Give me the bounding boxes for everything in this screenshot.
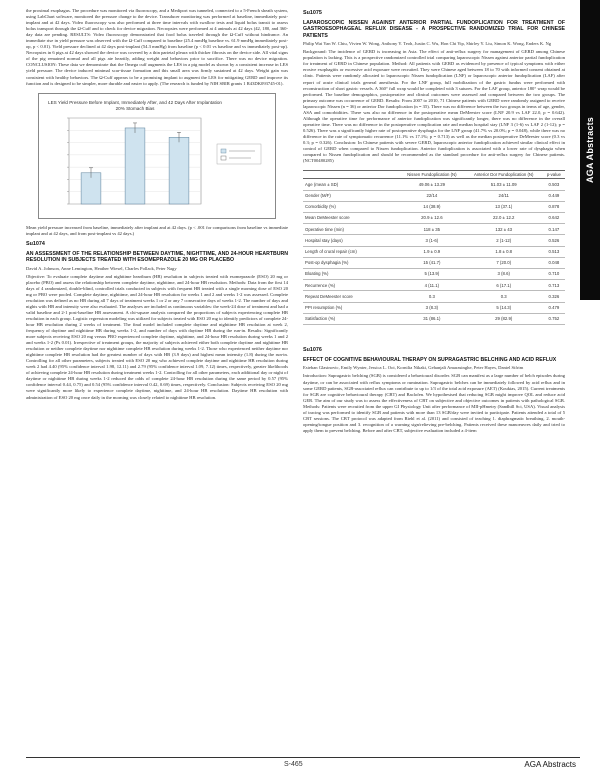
bar-chart [39, 94, 277, 220]
legend-swatch [221, 156, 226, 160]
abstract-id: Su1075 [303, 10, 322, 16]
table-row [303, 246, 565, 257]
table-cell: 0.048 [543, 257, 565, 268]
table-row [303, 201, 565, 212]
table-cell: 0.752 [543, 313, 565, 324]
table-cell: 29 (82.9) [465, 313, 543, 324]
table-row-label: Post-op dysphagia (%) [303, 257, 399, 268]
table-cell: 3 (1-6) [399, 235, 465, 246]
table-body [303, 179, 565, 325]
table-cell: 0.513 [543, 246, 565, 257]
table-row-label: Mean DeMeester score [303, 212, 399, 223]
table-header-cell: p-value [543, 171, 565, 179]
table-row [303, 179, 565, 190]
abstract-authors: Esteban Glasinovic, Emily Wynter, Jessica L. Ooi, Kornilia Nikaki, Gehanjali Amarasinghe, Peter Hayes, Daniel Sifrim [303, 365, 524, 371]
table-row-label: PPI resumption (%) [303, 302, 399, 313]
table-row-label: Hospital stay (days) [303, 235, 399, 246]
journal-name: AGA Abstracts [524, 760, 576, 769]
bar [169, 137, 189, 204]
table-cell: 4 (11.1) [399, 280, 465, 291]
table-row [303, 313, 565, 324]
table-cell: 1.9 ± 0.9 [399, 246, 465, 257]
table-cell: 132 ± 43 [465, 224, 543, 235]
abstract-authors: David A. Johnson, Anne Lemington, Heather Wiesel, Charles Pollack, Peter Nagy [26, 265, 177, 271]
table-cell: 24/11 [465, 190, 543, 201]
table-row [303, 190, 565, 201]
table-cell: 22/14 [399, 190, 465, 201]
table-row-label: Gender (M/F) [303, 190, 399, 201]
section-banner-label: AGA Abstracts [585, 117, 595, 183]
abstract-title: AN ASSESSMENT OF THE RELATIONSHIP BETWEEN DAYTIME, NIGHTTIME, AND 24-HOUR HEARTBURN RESOLUTION IN SUBJECTS TREATED WITH ESOMEPRAZOLE 20 MG OR PLACEBO [26, 250, 288, 264]
table-cell: 20.9 ± 12.6 [399, 212, 465, 223]
table-cell: 0.326 [543, 291, 565, 302]
chart-title: LES Yield Pressure Before Implant, Immediately After, and 42 Days After Implantation [48, 99, 222, 105]
table-cell: 13 (37.1) [465, 201, 543, 212]
abstract-title: LAPAROSCOPIC NISSEN AGAINST ANTERIOR PARTIAL FUNDOPLICATION FOR TREATMENT OF GASTROESOPHAGEAL REFLUX DISEASE - A PROSPECTIVE RANDOMIZED TRIAL FOR CHINESE PATIENTS [303, 20, 565, 39]
legend-swatch [221, 149, 226, 153]
table-cell: 0.503 [543, 179, 565, 190]
abstract-id: Su1076 [303, 347, 322, 353]
table-cell: 0.3 [465, 291, 543, 302]
table-cell: 1.8 ± 0.8 [465, 246, 543, 257]
table-header-row [303, 171, 565, 179]
table-row [303, 268, 565, 279]
table-cell: 49.06 ± 13.29 [399, 179, 465, 190]
page-footer [26, 757, 580, 771]
table-cell: 3 (8.3) [399, 302, 465, 313]
table-cell: 14 (38.9) [399, 201, 465, 212]
left-column [26, 8, 288, 402]
chart-subtitle: 20% Stomach Bias [115, 105, 155, 111]
table-row [303, 235, 565, 246]
table-row-label: Operative time (min) [303, 224, 399, 235]
abstract-continuation: the proximal esophagus. The procedure was monitored via fluoroscopy, and a Mediport was tunneled, connected to a 5-French sheath system, using LabChart software, monitored the pressure change to the device. Transducer monitoring was performed at baseline, immediately post-implant and at 42 days. Video fluoroscopy was also performed at three time intervals with swallow tests and liquid bolus transit to assess bolus transport through the Ω-Cuff and to check for device migration. Necropsies were performed at 4 animals at 42 days (42, 180, and 360-day data are pending. RESULTS: Video fluoroscopy demonstrated that food bolus traveled through the Ω-Cuff without hindrance. An immediate rise in yield pressure was observed with the Ω-Cuff compared to baseline (25.4 mmHg baseline vs. 61.9 mmHg immediately post-op, p < 0.01). Yield pressure declined at 42 days post-implant (54.3 mmHg) from baseline (p < 0.01 vs baseline and vs immediately post-op). Necropsies in 6 pigs at 42 days showed the device was covered by a thin parietal pleura with thicker fibrosis on the device side. All vital signs of the pig remained normal and all pigs ate heartily, adding weight and behaviors prior to sacrifice. There was no device migration. CONCLUSION: These data we demonstrate that the Omega cuff augments the LES in a pig model as shown by a consistent increase in LES yield pressure. The device induced minimal scar-tissue formation and this small area was firmly sustained at 42 days. Weight gain was consistent with healthy behaviors. The Ω-Cuff appears to be a promising implant to augment the LES for mitigating GERD and improve its function and is designed to be simpler, more durable and easier to apply. (The research is funded by NIH SBIR grants 1 R43DK093745-01). [26, 8, 288, 86]
table-cell: 118 ± 35 [399, 224, 465, 235]
table-cell: 22.0 ± 12.2 [465, 212, 543, 223]
table-cell: 0.642 [543, 212, 565, 223]
page-number: S-465 [284, 761, 303, 768]
table-cell: 7 (20.0) [465, 257, 543, 268]
table-row-label: Age (mean ± SD) [303, 179, 399, 190]
table-row-label: Satisfaction (%) [303, 313, 399, 324]
figure-bar-chart [38, 93, 276, 219]
table-row-label: Recurrence (%) [303, 280, 399, 291]
abstract-authors: Philip Wai Yan W. Chiu, Vivien W. Wong, Anthony Y. Teoh, Justin C. Wu, Hon Chi Yip, Shirley Y. Liu, Simon K. Wong, Enders K. Ng [303, 41, 552, 47]
bar [125, 128, 145, 204]
table-cell: 51.03 ± 11.09 [465, 179, 543, 190]
table-cell: 0.713 [543, 280, 565, 291]
table-row [303, 212, 565, 223]
table-row-label: Length of crural repair (cm) [303, 246, 399, 257]
right-column [303, 8, 565, 435]
abstract-title: EFFECT OF COGNITIVE BEHAVIOURAL THERAPY ON SUPRAGASTRIC BELCHING AND ACID REFLUX [303, 357, 557, 364]
table-cell: 0.479 [543, 302, 565, 313]
table-cell: 0.526 [543, 235, 565, 246]
chart-legend [217, 144, 261, 164]
table-cell: 2 (1-12) [465, 235, 543, 246]
table-row-label: Repeat DeMeester score [303, 291, 399, 302]
table-row [303, 257, 565, 268]
table-row-label: Bloating (%) [303, 268, 399, 279]
figure-caption: Mean yield pressure increased from baseline, immediately after implant and at 42 days. (p < .001 for comparisons from baseline vs immediate implant and at 42 days, and from post-implant vs 42 days.) [26, 224, 288, 236]
table-cell: 15 (41.7) [399, 257, 465, 268]
table-row [303, 291, 565, 302]
abstract-id: Su1074 [26, 240, 45, 247]
section-banner [580, 0, 600, 300]
abstract-body: Objective: To evaluate complete daytime and nighttime heartburn (HB) resolution in subjects treated with esomeprazole (ESO) 20 mg or placebo (PBO) and assess the relationship between complete daytime, nighttime, and 24-hour HB resolution. Methods: Data from the first 14 days of 4 randomized, double-blind, controlled trials conducted in subjects with frequent HB treated with a single morning dose of ESO 20 mg or PBO were pooled. Complete daytime, nighttime, and 24-hour HB resolution for weeks 1 and 2 and weeks 1-2 was assessed. Complete resolution was defined as no HB during all 7 days of treatment weeks 1 or 2 or any 7 consecutive days of weeks 1-2. The number of days and nights with HB and intensity were also evaluated. The analyses are included as continuous variables: the week-24 dose of treatment and had a valid baseline and 2-1 post-baseline HB assessment. A chi-square analysis compared the proportions of subjects experiencing complete HB resolution in each group. Logistic regression modeling was utilized for subjects treated with ESO 20 mg to identify predictors of complete 24-hour HB resolution during 2 weeks of treatment. The final model included complete daytime and nighttime HB resolution at week 2, frequency of daytime and nighttime HB during weeks 1-2, and number of days with daytime HB during the run-in. Results: Significantly more subjects receiving ESO 20 mg versus PBO experienced complete daytime, nighttime, and 24-hour HB resolution during weeks 1 and 2 and weeks 1-2 (Ps 0.01). Irrespective of treatment groups, the majority of subjects achieved either both complete daytime and nighttime HB resolution or neither complete daytime nor nighttime complete HB resolution during weeks 1-2. Those who experienced neither daytime nor nighttime complete HB resolution had the greatest number of days with HB (3.9 days) and highest mean intensity (1.8) during the run-in. Controlling for all other parameters, subjects treated with ESO 20 mg who achieved complete daytime and nighttime HB resolution during week 2 had 4.40 (95% confidence interval 1.98, 12.11) and 2.79 (95% confidence interval 1.09, 7.12) times, respectively, greater likelihoods of achieving complete 24-hour HB resolution during treatment weeks 1-2. Controlling for all other parameters, each additional day or night of daytime or nighttime HB during weeks 1-2 reduced the odds of complete 24-hour HB resolution during the same period by 0.57 (95% confidence interval 0.44, 0.75) and 0.54 (95% confidence interval 0.42, 0.69) times, respectively. Conclusion: Subjects receiving ESO 20 mg were significantly more likely to experience complete daytime, nighttime, and 24-hour HB resolution. Daytime HB resolution with administration of ESO 20 mg once daily in the morning was closely related to nighttime HB resolution. [26, 273, 288, 400]
table-cell: 0.147 [543, 224, 565, 235]
table-row [303, 224, 565, 235]
table-cell: 0.449 [543, 190, 565, 201]
table-header-cell [303, 171, 399, 179]
table-cell: 0.878 [543, 201, 565, 212]
abstract-body: Introduction: Supragastric belching (SGB) is considered a behavioural disorder. SGB can manifest as a large number of belch episodes during daytime, or can be associated with reflux symptoms or rumination. Supragastric belches can be immediately followed by acid reflux and in some GERD patients, SGB-associated reflux can contribute to up to 1/3 of the total acid exposure (AET) (Koukias, 2015). Current treatments for SGB are cognitive behavioural therapy (CBT) and Baclofen. We hypothesised that reducing SGB might improve QOL and reduce acid GER. The aim of our study was to assess the effectiveness of CBT on subjective and objective outcomes in patients with pathological SGB. Methods: Patients were recruited from the upper GI Physiology Unit after performance of MII-pHmetry (Sandhill Sci, USA). Visual analysis of tracing was performed to identify SGB and patients with more than 13 SGB/day were invited to participate. Patients attended a total of 5 CBT sessions. The CBT protocol was adapted from Riehl et al. (2011) and consisted of teaching 1. diaphragmatic breathing, 2. mouth-opening/tongue position and 3. recognition of a warning sign/relieving pre-belching. Patients received these manoeuvres daily and tried to apply them to prevent belching. Before and after CBT, subjective evaluation included a 4-item [303, 373, 565, 433]
table-cell: 31 (86.1) [399, 313, 465, 324]
table-cell: 5 (14.3) [465, 302, 543, 313]
table-row-label: Comorbidity (%) [303, 201, 399, 212]
table-cell: 6 (17.1) [465, 280, 543, 291]
table-header-cell: Nissen Fundoplication (N) [399, 171, 465, 179]
abstract-body: Background: The incidence of GERD is increasing in Asia. The effect of anti-reflux surgery for management of GERD among Chinese population is lacking. This is a prospective randomized controlled trial comparing laparoscopic Nissen against anterior partial fundoplication for treatment of GERD in Chinese population. Method: All patients with GERD as evidenced by presence of typical symptoms with either erosive esophagitis or excessive acid exposure were recruited. They were Chinese aged between 18 to 70 with informed consent obtained at clinic. Patients were randomly allocated to laparoscopic Nissen fundoplication (LNF) or laparoscopic anterior fundoplication (LAF) after report of acute clinical trials general anesthesia. For the LNF group, full mobilization of the gastric fundus were performed with reconstruction of short gastric vessels. A 360° full wrap would be completed with 3 sutures. For the LAF group, anterior 180° wrap would be performed. The baseline demographics, postoperative and clinical outcomes were assessed and compared between the two groups. The primary outcome was occurrence of GERD. Results: From 2007 to 2010, 71 Chinese patients with GERD were randomly assigned to receive laparoscopic Nissen (n = 36) or anterior Dor fundoplication (n = 35). There was no difference between the two groups in terms of age, gender, ASA and comorbidities. There was also no difference in the postoperative mean DeMeester score (LNF 20.9 vs LAF 22.0, p = 0.642). Although the operative time for performance of anterior fundoplication was significantly longer, there was no difference in the overall operative time. There was no difference in the postoperative complication rate and median hospital stay (LNF 3 (1-6) vs LAF 2 (1-12); p = 0.526). There was a significantly higher rate of postoperative dysphagia for the LNF group (41.7% vs 20.0%; p = 0.048), while there was no difference in the rate of symptomatic recurrence (11.1% vs 17.1%; p = 0.713) as well as the median postoperative DeMeester score (0.3 vs 0.3; p = 0.326). Conclusion: In Chinese patients with severe GERD, laparoscopic anterior fundoplication achieved similar clinical effect in control of GERD when compared to Nissen fundoplication. Anterior fundoplication is associated with a lower rate of dysphagia when compared to Nissen fundoplication and should be recommended as the standard procedure for anti-reflux surgery for Chinese patients. (NCT00480285) [303, 49, 565, 164]
results-table [303, 170, 565, 325]
table-cell: 3 (8.6) [465, 268, 543, 279]
table-cell: 0.710 [543, 268, 565, 279]
table-cell: 0.3 [399, 291, 465, 302]
table-row [303, 302, 565, 313]
table-row [303, 280, 565, 291]
table-cell: 5 (13.9) [399, 268, 465, 279]
table-header-cell: Anterior Dor Fundoplication (N) [465, 171, 543, 179]
